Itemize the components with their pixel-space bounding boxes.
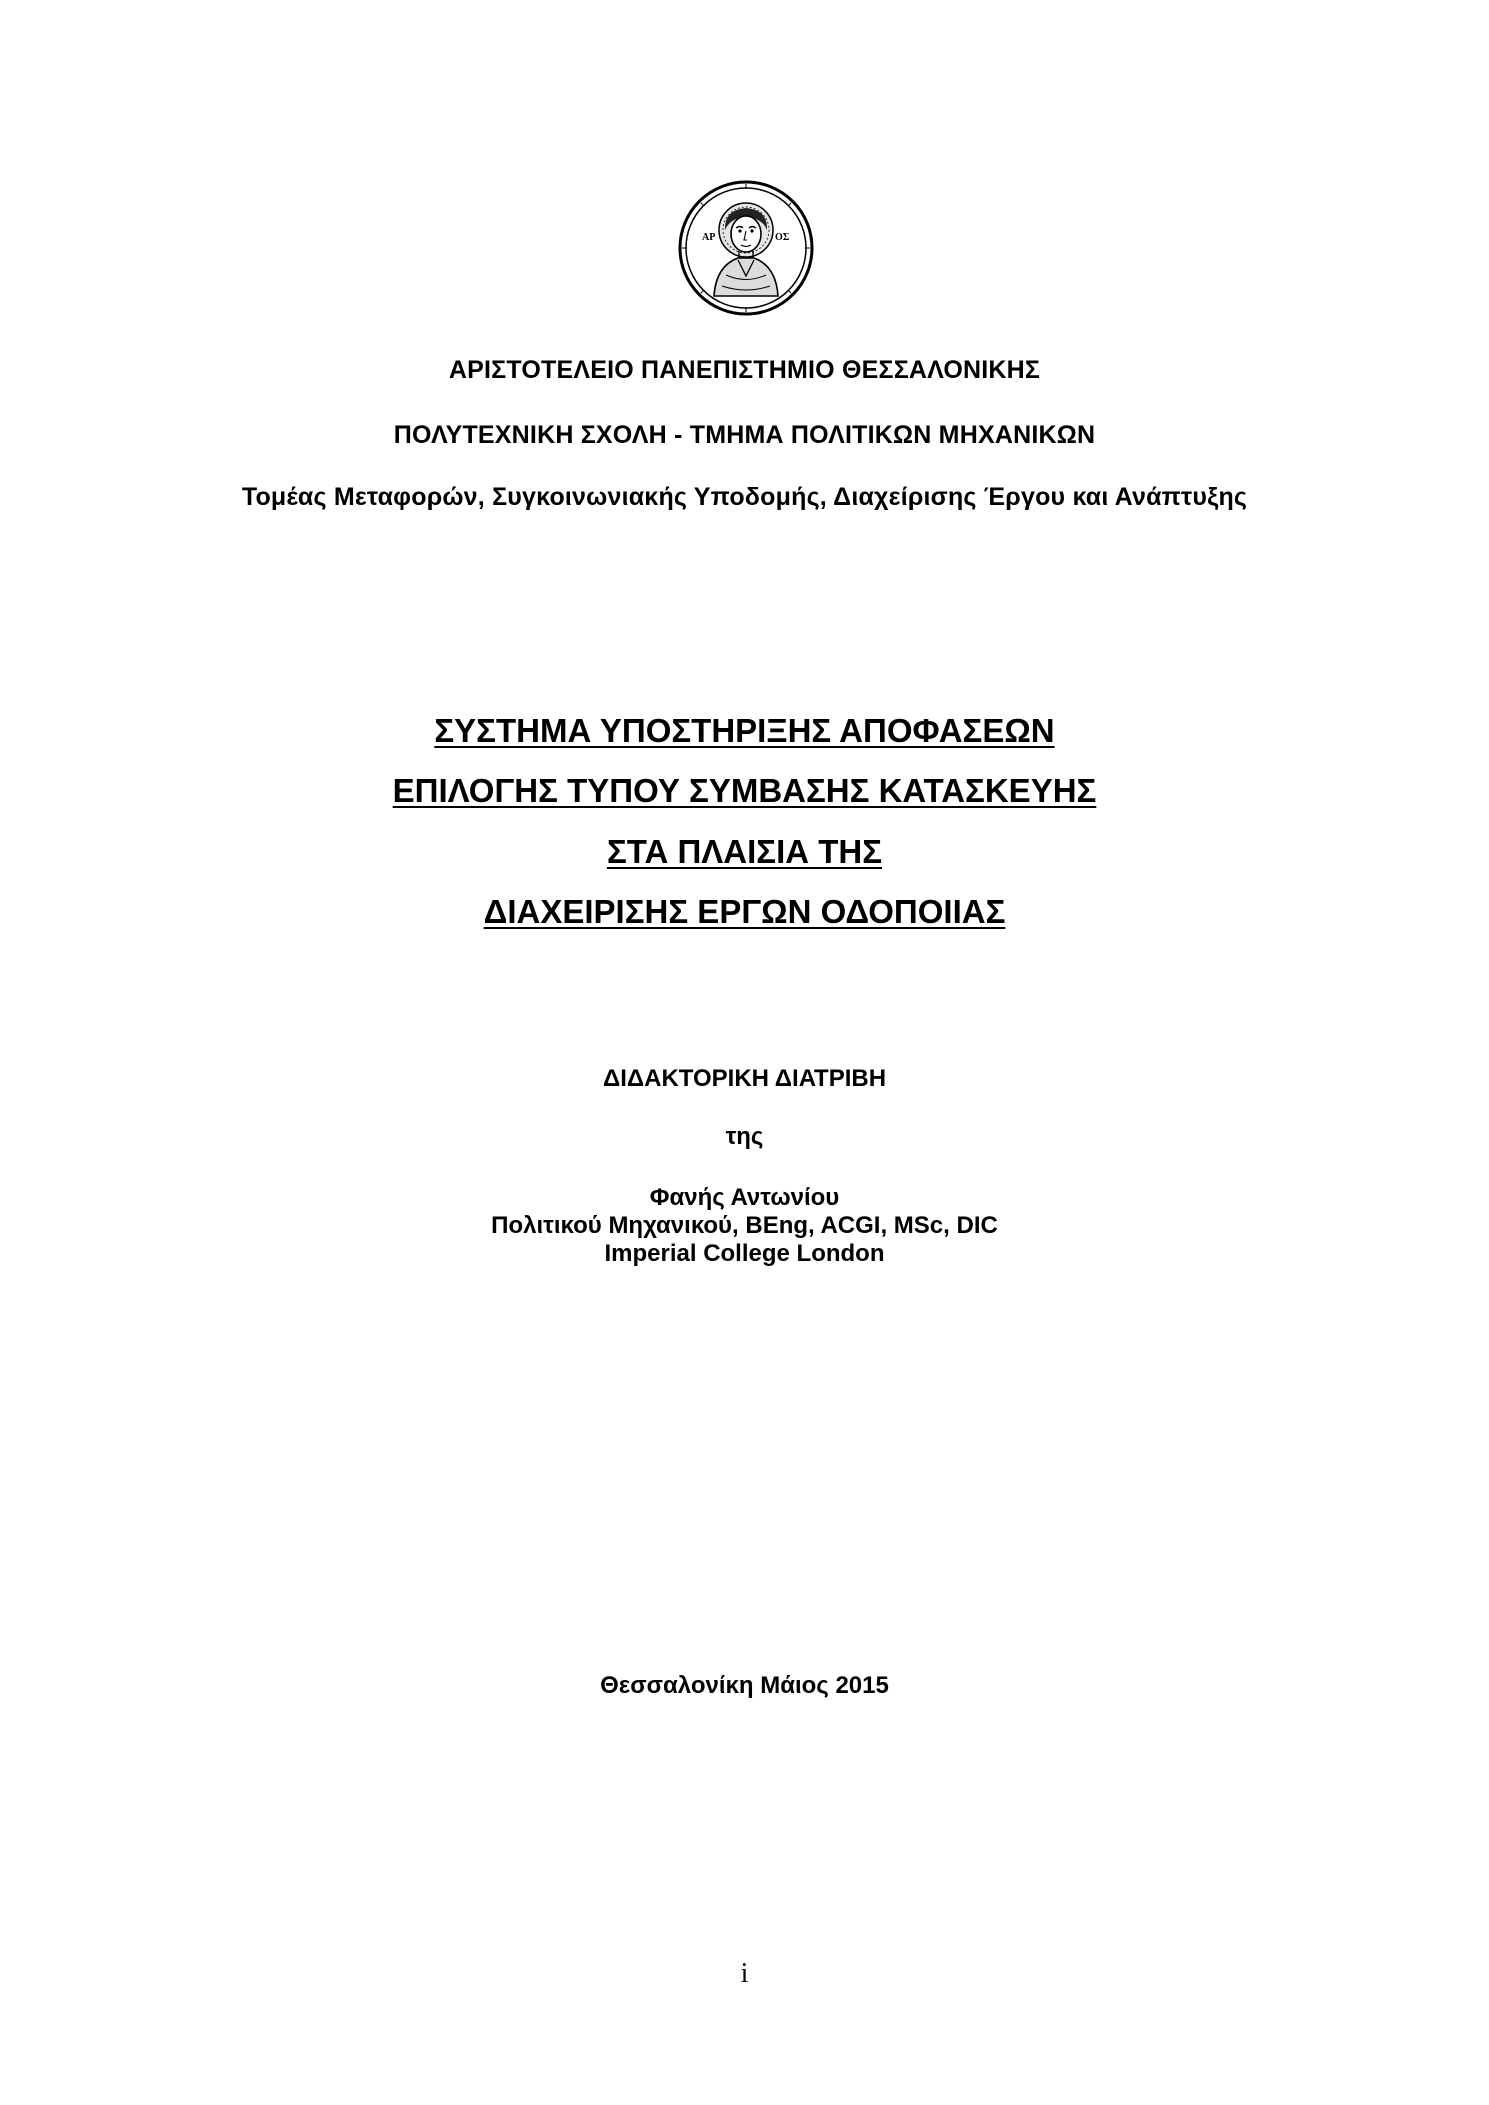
place-date: Θεσσαλονίκη Μάιος 2015 xyxy=(600,1672,889,1699)
thesis-type: ΔΙΔΑΚΤΟΡΙΚΗ ΔΙΑΤΡΙΒΗ xyxy=(602,1065,887,1092)
seal-letters-right: ΟΣ xyxy=(775,232,790,243)
university-seal-icon xyxy=(678,180,814,316)
sector-name: Τομέας Μεταφορών, Συγκοινωνιακής Υποδομής, Διαχείρισης Έργου και Ανάπτυξης xyxy=(241,483,1248,511)
school-department: ΠΟΛΥΤΕΧΝΙΚΗ ΣΧΟΛΗ - ΤΜΗΜΑ ΠΟΛΙΤΙΚΩΝ ΜΗΧΑΝΙΚΩΝ xyxy=(393,421,1096,449)
thesis-title-line-4: ΔΙΑΧΕΙΡΙΣΗΣ ΕΡΓΩΝ ΟΔΟΠΟΙΙΑΣ xyxy=(483,893,1006,930)
thesis-title-line-1: ΣΥΣΤΗΜΑ ΥΠΟΣΤΗΡΙΞΗΣ ΑΠΟΦΑΣΕΩΝ xyxy=(434,712,1055,749)
thesis-title-line-3: ΣΤΑ ΠΛΑΙΣΙΑ ΤΗΣ xyxy=(606,833,883,870)
author-institution: Imperial College London xyxy=(604,1240,885,1267)
author-credentials: Πολιτικού Μηχανικού, BEng, ACGI, MSc, DIC xyxy=(491,1212,998,1239)
seal-letters-left: ΑΡ xyxy=(702,232,716,243)
page-number: i xyxy=(740,1958,749,1989)
thesis-title-line-2: ΕΠΙΛΟΓΗΣ ΤΥΠΟΥ ΣΥΜΒΑΣΗΣ ΚΑΤΑΣΚΕΥΗΣ xyxy=(392,772,1097,809)
thesis-of: της xyxy=(725,1123,764,1150)
author-name: Φανής Αντωνίου xyxy=(649,1184,840,1211)
university-name: ΑΡΙΣΤΟΤΕΛΕΙΟ ΠΑΝΕΠΙΣΤΗΜΙΟ ΘΕΣΣΑΛΟΝΙΚΗΣ xyxy=(448,356,1041,384)
